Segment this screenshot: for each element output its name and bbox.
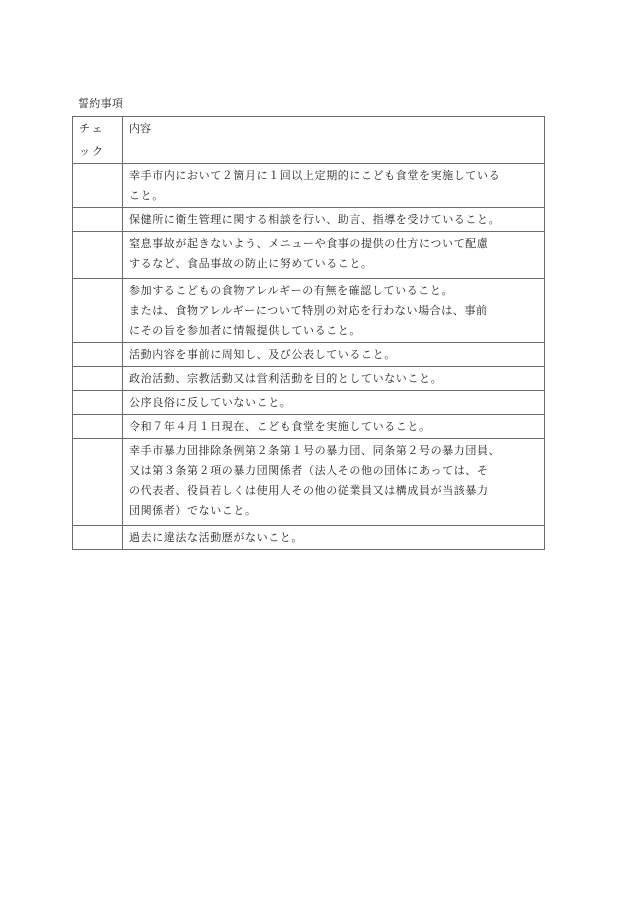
table-row — [73, 526, 545, 550]
content-line: 活動内容を事前に周知し、及び公表していること。 — [129, 348, 396, 361]
column-header-content: 内容 — [123, 117, 545, 164]
check-cell[interactable] — [73, 164, 123, 208]
check-cell[interactable] — [73, 279, 123, 343]
table-row — [73, 164, 545, 208]
content-cell — [123, 391, 545, 415]
check-cell[interactable] — [73, 439, 123, 526]
check-cell[interactable] — [73, 208, 123, 232]
table-row — [73, 367, 545, 391]
content-line: こと。 — [129, 189, 164, 202]
check-cell[interactable] — [73, 232, 123, 279]
table-row — [73, 343, 545, 367]
content-line: 公序良俗に反していないこと。 — [129, 396, 292, 409]
pledge-table — [72, 116, 545, 550]
check-cell[interactable] — [73, 391, 123, 415]
check-cell[interactable] — [73, 343, 123, 367]
content-line: または、食物アレルギーについて特別の対応を行わない場合は、事前 — [129, 304, 488, 317]
content-line: 参加するこどもの食物アレルギーの有無を確認していること。 — [129, 284, 454, 297]
table-row — [73, 279, 545, 343]
content-line: 団関係者）でないこと。 — [129, 504, 257, 517]
section-title: 誓約事項 — [78, 97, 124, 110]
content-cell — [123, 164, 545, 208]
content-cell — [123, 526, 545, 550]
content-line: 幸手市暴力団排除条例第２条第１号の暴力団、同条第２号の暴力団員、 — [129, 444, 501, 457]
content-line: 令和７年４月１日現在、こども食堂を実施していること。 — [129, 420, 431, 433]
content-cell — [123, 439, 545, 526]
content-cell — [123, 343, 545, 367]
content-line: 幸手市内において２箇月に１回以上定期的にこども食堂を実施している — [129, 169, 501, 182]
table-header-row — [73, 117, 545, 164]
pledge-table-body — [73, 164, 545, 550]
table-row — [73, 208, 545, 232]
content-line: 政治活動、宗教活動又は営利活動を目的としていないこと。 — [129, 372, 443, 385]
content-line: 保健所に衛生管理に関する相談を行い、助言、指導を受けていること。 — [129, 213, 501, 226]
content-line: にその旨を参加者に情報提供していること。 — [129, 324, 361, 337]
content-cell — [123, 232, 545, 279]
content-cell — [123, 208, 545, 232]
check-cell[interactable] — [73, 415, 123, 439]
content-line: 窒息事故が起きないよう、メニューや食事の提供の仕方について配慮 — [129, 237, 489, 250]
content-line: の代表者、役員若しくは使用人その他の従業員又は構成員が当該暴力 — [129, 484, 489, 497]
table-row — [73, 439, 545, 526]
content-cell — [123, 415, 545, 439]
column-header-check: チェック — [73, 117, 123, 164]
content-cell — [123, 367, 545, 391]
check-cell[interactable] — [73, 526, 123, 550]
table-row — [73, 415, 545, 439]
table-row — [73, 232, 545, 279]
check-cell[interactable] — [73, 367, 123, 391]
content-line: するなど、食品事故の防止に努めていること。 — [129, 257, 373, 270]
table-row — [73, 391, 545, 415]
content-line: 過去に違法な活動歴がないこと。 — [129, 531, 303, 544]
content-line: 又は第３条第２項の暴力団関係者（法人その他の団体にあっては、そ — [129, 464, 489, 477]
content-cell — [123, 279, 545, 343]
